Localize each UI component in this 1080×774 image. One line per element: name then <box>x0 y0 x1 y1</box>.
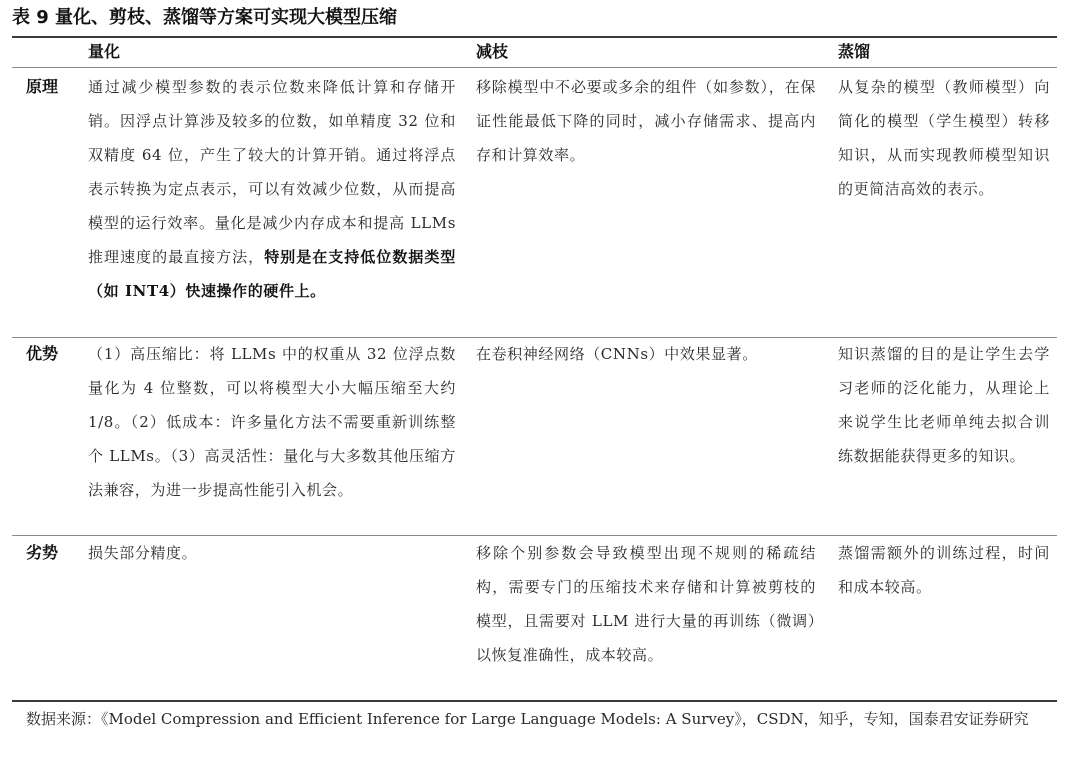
cell-advantage-pruning: 在卷积神经网络（CNNs）中效果显著。 <box>476 345 758 363</box>
header-rule <box>12 67 1057 68</box>
header-pruning: 减枝 <box>476 42 509 61</box>
cell-principle-quantization-bold: 特别是在支持低位数据类型（如 INT4）快速操作的硬件上。 <box>88 248 456 300</box>
cell-disadvantage-quantization: 损失部分精度。 <box>88 544 198 562</box>
header-quantization: 量化 <box>88 42 121 61</box>
cell-principle-pruning: 移除模型中不必要或多余的组件（如参数），在保证性能最低下降的同时，减小存储需求、提高内存和计算效率。 <box>476 78 816 164</box>
header-distillation: 蒸馏 <box>838 42 871 61</box>
cell-disadvantage-pruning: 移除个别参数会导致模型出现不规则的稀疏结构，需要专门的压缩技术来存储和计算被剪枝的模型，且需要对 LLM 进行大量的再训练（微调）以恢复准确性，成本较高。 <box>476 544 816 664</box>
cell-advantage-quantization: （1）高压缩比：将 LLMs 中的权重从 32 位浮点数量化为 4 位整数，可以将模型大小大幅压缩至大约 1/8。（2）低成本：许多量化方法不需要重新训练整个 LLMs。（3）高灵活性：量化与大多数其他压缩方法兼容，为进一步提高性能引入机会。 <box>88 345 456 499</box>
cell-disadvantage-distillation: 蒸馏需额外的训练过程，时间和成本较高。 <box>838 544 1050 596</box>
row-label-advantage: 优势 <box>26 344 59 363</box>
cell-principle-distillation: 从复杂的模型（教师模型）向简化的模型（学生模型）转移知识，从而实现教师模型知识的更简洁高效的表示。 <box>838 78 1050 198</box>
bottom-rule <box>12 700 1057 702</box>
cell-principle-quantization-text: 通过减少模型参数的表示位数来降低计算和存储开销。因浮点计算涉及较多的位数，如单精度 32 位和双精度 64 位，产生了较大的计算开销。通过将浮点表示转换为定点表示，可以有效减少位数，从而提高模型的运行效率。量化是减少内存成本和提高 LLMs 推理速度的最直接方法， <box>88 78 456 266</box>
top-rule <box>12 36 1057 38</box>
table-title: 表 9 量化、剪枝、蒸馏等方案可实现大模型压缩 <box>12 7 398 28</box>
source-note: 数据来源：《Model Compression and Efficient Inference for Large Language Models: A Survey》，CSDN，知乎，专知，国泰君安证券研究 <box>26 710 1029 728</box>
row-label-disadvantage: 劣势 <box>26 543 59 562</box>
cell-principle-quantization <box>88 70 456 308</box>
cell-advantage-distillation: 知识蒸馏的目的是让学生去学习老师的泛化能力，从理论上来说学生比老师单纯去拟合训练数据能获得更多的知识。 <box>838 345 1050 465</box>
row-label-principle: 原理 <box>26 77 59 96</box>
